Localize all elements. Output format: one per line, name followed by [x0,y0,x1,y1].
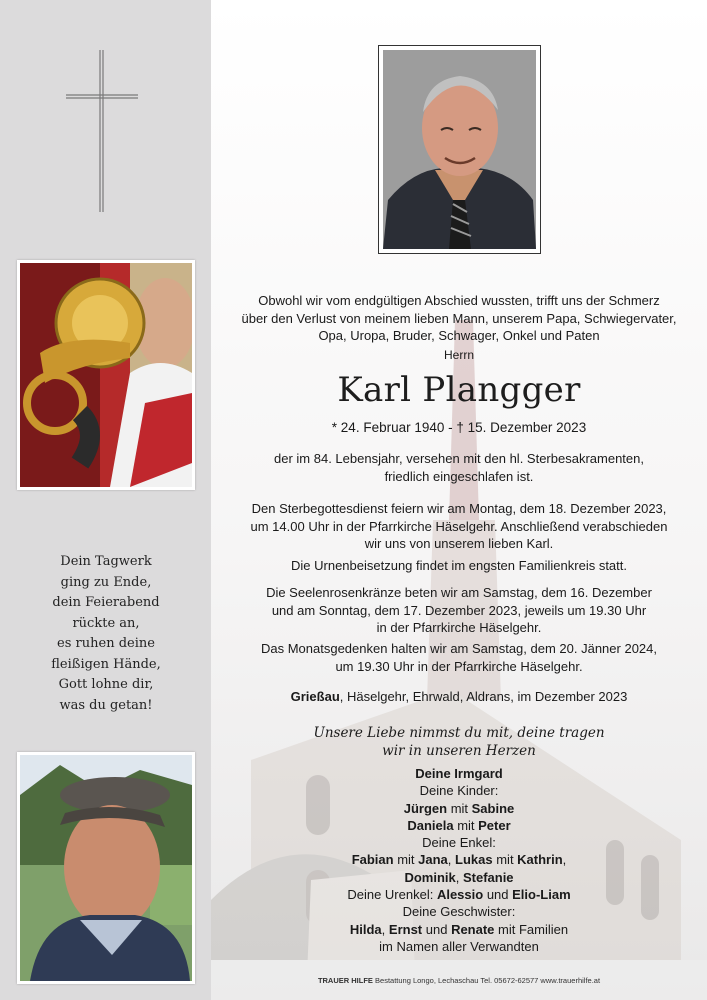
connector: mit [453,817,479,833]
siblings-label: Deine Geschwister: [402,904,516,920]
separator: , [562,852,567,868]
rosary-line: und am Sonntag, dem 17. Dezember 2023, jeweils um 19.30 Uhr [271,602,647,618]
service-line: Den Sterbegottesdienst feiern wir am Montag, dem 18. Dezember 2023, [251,501,667,516]
intro-line: über den Verlust von meinem lieben Mann, unserem Papa, Schwiegervater, [241,310,677,326]
grandchild-name: Dominik [404,869,456,885]
poem-line: ging zu Ende, [60,574,152,590]
deceased-name: Karl Plangger [337,370,581,410]
sidebar [0,0,211,1000]
poem-line: fleißigen Hände, [51,656,161,672]
wife: Deine Irmgard [415,766,503,781]
separator: , [447,852,456,868]
quote-line: Unsere Liebe nimmst du mit, deine tragen [313,725,605,741]
grandchild-name: Lukas [455,852,493,868]
month-line: um 19.30 Uhr in der Pfarrkirche Häselgehr. [335,658,583,674]
salutation: Herrn [443,348,474,362]
child-line [211,817,707,834]
trumpet-player-photo [17,260,195,490]
child-line [211,800,707,817]
connector: und [422,921,452,937]
great-grandchildren-line [211,886,707,903]
spouse-name: Peter [478,817,511,833]
grandchildren-label: Deine Enkel: [422,835,496,851]
poem-line: rückte an, [72,615,140,631]
passing-line: der im 84. Lebensjahr, versehen mit den hl. Sterbesakramenten, [274,451,644,466]
poem-line: dein Feierabend [52,595,160,610]
sibling-name: Ernst [388,921,423,937]
suffix: mit Familien [494,921,569,937]
closing-line: im Namen aller Verwandten [379,938,539,954]
passing-text [211,450,707,485]
poem-line: was du getan! [59,697,153,713]
cross-icon [66,50,138,212]
separator: , [455,869,463,885]
poem [12,552,200,716]
grandchild-name: Stefanie [462,869,514,885]
life-dates: * 24. Februar 1940 - † 15. Dezember 2023 [331,420,587,435]
rosary-line: in der Pfarrkirche Häselgehr. [376,620,542,635]
great-grandchild-name: Alessio [436,887,484,903]
place-date-line [211,688,707,706]
place-rest: , Häselgehr, Ehrwald, Aldrans, im Dezember 2023 [339,689,628,704]
month-line: Das Monatsgedenken halten wir am Samstag, dem 20. Jänner 2024, [260,641,657,656]
great-grandchildren-label: Deine Urenkel: [347,887,437,903]
sibling-name: Hilda [349,921,382,937]
child-name: Jürgen [403,800,448,816]
children-label: Deine Kinder: [419,783,499,799]
intro-line: Opa, Uropa, Bruder, Schwager, Onkel und Paten [318,328,600,343]
grandchild-partner: Jana [418,852,448,868]
sibling-name: Renate [451,921,495,937]
urn-burial-text: Die Urnenbeisetzung findet im engsten Familienkreis statt. [291,558,627,573]
connector: mit [447,800,472,816]
passing-line: friedlich eingeschlafen ist. [384,468,534,484]
service-line: um 14.00 Uhr in der Pfarrkirche Häselgehr. Anschließend verabschieden [250,518,668,534]
child-name: Daniela [407,817,454,833]
quote [211,724,707,760]
grandchildren-line [211,851,707,868]
poem-line: Dein Tagwerk [60,554,152,569]
connector: und [483,887,513,903]
main-portrait-photo [378,45,541,254]
spouse-name: Sabine [471,800,515,816]
grandchild-partner: Kathrin [517,852,563,868]
footer-contact: Bestattung Longo, Lechaschau Tel. 05672-62577 www.trauerhilfe.at [372,976,601,985]
great-grandchild-name: Elio-Liam [512,887,571,903]
grandchildren-line [211,869,707,886]
footer [211,976,707,985]
funeral-service-text [211,500,707,553]
month-memorial-text [211,640,707,675]
separator: , [381,921,389,937]
rosary-text [211,584,707,637]
intro-text [211,292,707,345]
place-bold: Grießau [290,689,340,704]
siblings-line [211,921,707,938]
footer-brand: TRAUER HILFE [317,976,373,985]
poem-line: es ruhen deine [57,636,155,651]
grandchild-name: Fabian [351,852,394,868]
poem-line: Gott lohne dir, [58,677,154,692]
outdoor-portrait-photo [17,752,195,984]
connector: mit [393,852,419,868]
connector: mit [492,852,518,868]
intro-line: Obwohl wir vom endgültigen Abschied wussten, trifft uns der Schmerz [258,293,660,308]
quote-line: wir in unseren Herzen [382,743,536,759]
mourners-list [211,765,707,955]
service-line: wir uns von unserem lieben Karl. [364,536,554,551]
rosary-line: Die Seelenrosenkränze beten wir am Samstag, dem 16. Dezember [266,585,652,600]
